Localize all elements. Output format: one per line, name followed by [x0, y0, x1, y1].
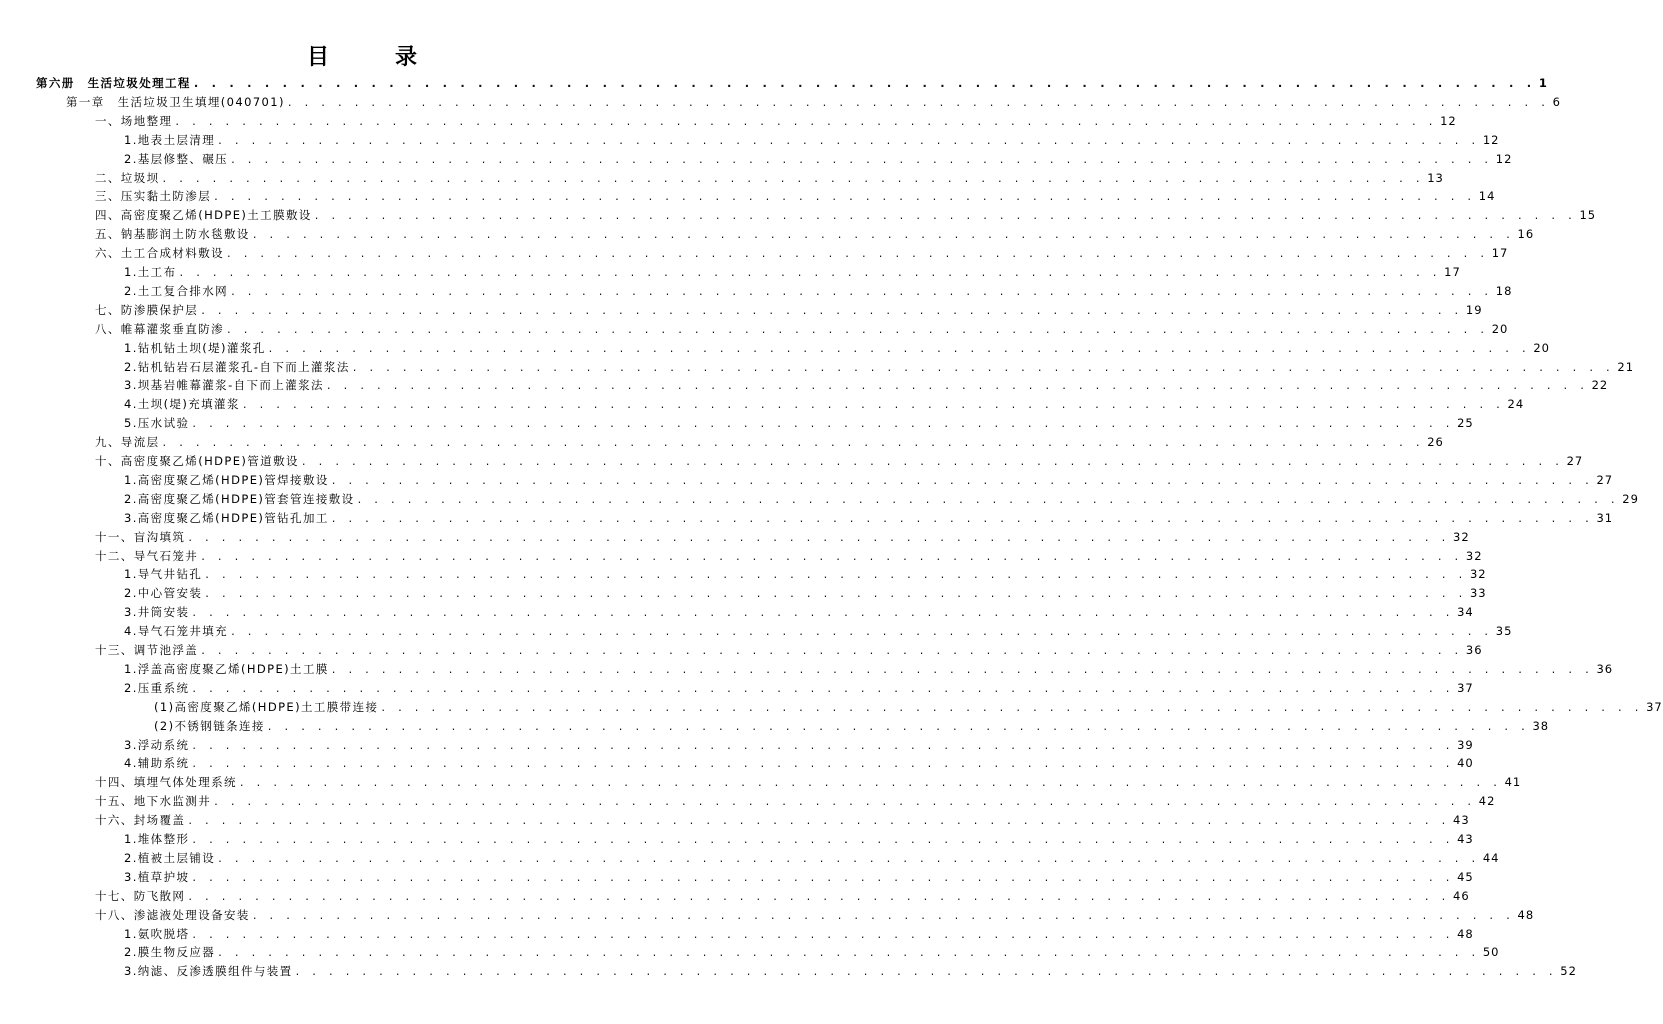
toc-page-number: 15	[1579, 208, 1597, 223]
toc-dot-leader: . . . . . . . . . . . . . . . . . . . . . . . . . . . . . . . . . . . . . . . . . . . . . . . . . . . . . . . . . . . . . . . . . . . . . . . . . . . .	[331, 472, 1594, 487]
toc-page-number: 16	[1517, 227, 1535, 242]
toc-entry-label: 1.氨吹脱塔	[124, 926, 190, 941]
toc-entry	[124, 509, 1614, 528]
toc-entry-label: 十一、盲沟填筑	[95, 529, 186, 544]
toc-entry	[124, 150, 1513, 169]
toc-page-number: 41	[1504, 775, 1522, 790]
toc-entry	[124, 622, 1513, 641]
toc-entry	[95, 206, 1597, 225]
toc-entry-label: 十五、地下水监测井	[95, 794, 212, 809]
toc-entry	[95, 528, 1470, 547]
toc-page-number: 35	[1495, 624, 1513, 639]
toc-page-number: 19	[1465, 302, 1483, 317]
toc-entry-label: 5.压水试验	[124, 416, 190, 431]
toc-entry-label: 1.高密度聚乙烯(HDPE)管焊接敷设	[124, 472, 329, 487]
toc-page-number: 22	[1591, 378, 1609, 393]
toc-entry	[124, 414, 1474, 433]
toc-page-number: 32	[1469, 567, 1487, 582]
toc-dot-leader: . . . . . . . . . . . . . . . . . . . . . . . . . . . . . . . . . . . . . . . . . . . . . . . . . . . . . . . . . . . . . . . . . . . . . . . . . . . .	[331, 661, 1594, 676]
toc-entry-label: 一、场地整理	[95, 113, 173, 128]
toc-entry	[154, 698, 1663, 717]
toc-dot-leader: . . . . . . . . . . . . . . . . . . . . . . . . . . . . . . . . . . . . . . . . . . . . . . . . . . . . . . . . . . . . . . . . . . . . . . . . . . . .	[188, 813, 1450, 828]
toc-entry-label: 2.膜生物反应器	[124, 945, 216, 960]
toc-entry-label: 3.纳滤、反渗透膜组件与装置	[124, 964, 293, 979]
toc-page-number: 43	[1457, 832, 1474, 846]
toc-entry-label: 八、帷幕灌浆垂直防渗	[95, 321, 224, 336]
toc-entry-label: 2.植被土层铺设	[124, 850, 216, 865]
toc-dot-leader: . . . . . . . . . . . . . . . . . . . . . . . . . . . . . . . . . . . . . . . . . . . . . . . . . . . . . . . . . . . . . . . . . . . . . . . . . . . .	[214, 189, 1476, 204]
toc-entry	[124, 376, 1609, 395]
toc-entry-label: 1.堆体整形	[124, 832, 190, 846]
toc-page-number: 12	[1440, 113, 1457, 128]
toc-dot-leader: . . . . . . . . . . . . . . . . . . . . . . . . . . . . . . . . . . . . . . . . . . . . . . . . . . . . . . . . . . . . . . . . . . . . . . . . . . . .	[188, 529, 1450, 544]
toc-entry	[95, 811, 1470, 830]
toc-entry-label: 2.压重系统	[124, 680, 190, 695]
toc-entry	[36, 74, 1548, 93]
toc-dot-leader: . . . . . . . . . . . . . . . . . . . . . . . . . . . . . . . . . . . . . . . . . . . . . . . . . . . . . . . . . . . . . . . . . . . . . . . . . . . .	[357, 491, 1620, 506]
toc-page-number: 44	[1482, 850, 1500, 865]
toc-page-number: 27	[1596, 472, 1614, 487]
toc-entry-label: 第一章 生活垃圾卫生填埋(040701)	[66, 94, 285, 109]
toc-entry	[124, 849, 1500, 868]
toc-entry	[124, 603, 1474, 622]
toc-dot-leader: . . . . . . . . . . . . . . . . . . . . . . . . . . . . . . . . . . . . . . . . . . . . . . . . . . . . . . . . . . . . . . . . . . . . . . . . . . . .	[162, 170, 1425, 185]
toc-page-number: 45	[1457, 869, 1474, 884]
toc-page-number: 40	[1457, 756, 1474, 771]
toc-entry-label: 2.中心管安装	[124, 586, 203, 601]
toc-entry-label: 3.坝基岩帷幕灌浆-自下而上灌浆法	[124, 378, 324, 393]
toc-entry	[95, 547, 1483, 566]
toc-dot-leader: . . . . . . . . . . . . . . . . . . . . . . . . . . . . . . . . . . . . . . . . . . . . . . . . . . . . . . . . . . . . . . . . . . . . . . . . . . . .	[192, 756, 1455, 771]
toc-entry	[124, 679, 1474, 698]
toc-entry	[124, 395, 1525, 414]
toc-page-number: 31	[1596, 510, 1614, 525]
toc-page-number: 21	[1617, 359, 1635, 374]
toc-dot-leader: . . . . . . . . . . . . . . . . . . . . . . . . . . . . . . . . . . . . . . . . . . . . . . . . . . . . . . . . . . . . . . . . . . . . . . . . . . . .	[201, 643, 1463, 657]
toc-dot-leader: . . . . . . . . . . . . . . . . . . . . . . . . . . . . . . . . . . . . . . . . . . . . . . . . . . . . . . . . . . . . . . . . . . . . . . . . . . . .	[193, 76, 1536, 90]
toc-entry	[154, 717, 1550, 736]
toc-dot-leader: . . . . . . . . . . . . . . . . . . . . . . . . . . . . . . . . . . . . . . . . . . . . . . . . . . . . . . . . . . . . . . . . . . . . . . . . . . . .	[192, 869, 1455, 884]
toc-page-number: 12	[1495, 151, 1513, 166]
toc-entry	[95, 641, 1483, 660]
toc-dot-leader: . . . . . . . . . . . . . . . . . . . . . . . . . . . . . . . . . . . . . . . . . . . . . . . . . . . . . . . . . . . . . . . . . . . . . . . . . . . .	[239, 775, 1502, 790]
toc-page-number: 36	[1596, 661, 1614, 676]
toc-page-number: 18	[1495, 283, 1513, 298]
toc-page-number: 46	[1453, 888, 1470, 903]
toc-entry	[124, 943, 1500, 962]
toc-entry-label: 1.浮盖高密度聚乙烯(HDPE)土工膜	[124, 661, 329, 676]
toc-entry	[95, 169, 1444, 188]
toc-dot-leader: . . . . . . . . . . . . . . . . . . . . . . . . . . . . . . . . . . . . . . . . . . . . . . . . . . . . . . . . . . . . . . . . . . . . . . . . . . . .	[287, 94, 1550, 109]
toc-entry	[124, 925, 1474, 944]
toc-dot-leader: . . . . . . . . . . . . . . . . . . . . . . . . . . . . . . . . . . . . . . . . . . . . . . . . . . . . . . . . . . . . . . . . . . . . . . . . . . . .	[301, 454, 1564, 468]
toc-dot-leader: . . . . . . . . . . . . . . . . . . . . . . . . . . . . . . . . . . . . . . . . . . . . . . . . . . . . . . . . . . . . . . . . . . . . . . . . . . . .	[192, 737, 1455, 752]
toc-entry-label: 2.基层修整、碾压	[124, 151, 229, 166]
toc-dot-leader: . . . . . . . . . . . . . . . . . . . . . . . . . . . . . . . . . . . . . . . . . . . . . . . . . . . . . . . . . . . . . . . . . . . . . . . . . . . .	[227, 321, 1489, 336]
toc-dot-leader: . . . . . . . . . . . . . . . . . . . . . . . . . . . . . . . . . . . . . . . . . . . . . . . . . . . . . . . . . . . . . . . . . . . . . . . . . . . .	[231, 624, 1493, 639]
toc-page-number: 12	[1482, 132, 1500, 147]
toc-page-number: 32	[1465, 548, 1483, 563]
toc-page-number: 48	[1517, 907, 1535, 922]
toc-dot-leader: . . . . . . . . . . . . . . . . . . . . . . . . . . . . . . . . . . . . . . . . . . . . . . . . . . . . . . . . . . . . . . . . . . . . . . . . . . . .	[192, 926, 1455, 941]
toc-dot-leader: . . . . . . . . . . . . . . . . . . . . . . . . . . . . . . . . . . . . . . . . . . . . . . . . . . . . . . . . . . . . . . . . . . . . . . . . . . . .	[352, 359, 1615, 374]
toc-entry	[124, 263, 1461, 282]
toc-entry-label: 五、钠基膨润土防水毯敷设	[95, 227, 250, 242]
toc-page-number: 25	[1457, 416, 1474, 431]
toc-entry	[95, 773, 1522, 792]
toc-dot-leader: . . . . . . . . . . . . . . . . . . . . . . . . . . . . . . . . . . . . . . . . . . . . . . . . . . . . . . . . . . . . . . . . . . . . . . . . . . . .	[242, 397, 1505, 412]
toc-entry-label: 4.辅助系统	[124, 756, 190, 771]
toc-dot-leader: . . . . . . . . . . . . . . . . . . . . . . . . . . . . . . . . . . . . . . . . . . . . . . . . . . . . . . . . . . . . . . . . . . . . . . . . . . . .	[326, 378, 1589, 393]
toc-entry	[95, 187, 1496, 206]
toc-page-number: 14	[1478, 189, 1496, 204]
toc-dot-leader: . . . . . . . . . . . . . . . . . . . . . . . . . . . . . . . . . . . . . . . . . . . . . . . . . . . . . . . . . . . . . . . . . . . . . . . . . . . .	[214, 794, 1476, 809]
toc-dot-leader: . . . . . . . . . . . . . . . . . . . . . . . . . . . . . . . . . . . . . . . . . . . . . . . . . . . . . . . . . . . . . . . . . . . . . . . . . . . .	[267, 718, 1530, 733]
toc-entry	[124, 868, 1474, 887]
toc-entry-label: 3.高密度聚乙烯(HDPE)管钻孔加工	[124, 510, 329, 525]
toc-dot-leader: . . . . . . . . . . . . . . . . . . . . . . . . . . . . . . . . . . . . . . . . . . . . . . . . . . . . . . . . . . . . . . . . . . . . . . . . . . . .	[252, 907, 1515, 922]
toc-entry-label: 三、压实黏土防渗层	[95, 189, 212, 204]
toc-dot-leader: . . . . . . . . . . . . . . . . . . . . . . . . . . . . . . . . . . . . . . . . . . . . . . . . . . . . . . . . . . . . . . . . . . . . . . . . . . . .	[231, 283, 1493, 298]
toc-page-number: 38	[1532, 718, 1550, 733]
toc-page-number: 1	[1538, 76, 1548, 90]
toc-entry-label: 二、垃圾坝	[95, 170, 160, 185]
toc-page-number: 24	[1507, 397, 1525, 412]
toc-page-number: 17	[1444, 265, 1461, 279]
toc-entry-label: 四、高密度聚乙烯(HDPE)土工膜敷设	[95, 208, 312, 223]
toc-entry-label: 2.钻机钻岩石层灌浆孔-自下而上灌浆法	[124, 359, 350, 374]
toc-entry	[66, 93, 1561, 112]
toc-page-number: 39	[1457, 737, 1474, 752]
toc-dot-leader: . . . . . . . . . . . . . . . . . . . . . . . . . . . . . . . . . . . . . . . . . . . . . . . . . . . . . . . . . . . . . . . . . . . . . . . . . . . .	[205, 567, 1467, 582]
toc-dot-leader: . . . . . . . . . . . . . . . . . . . . . . . . . . . . . . . . . . . . . . . . . . . . . . . . . . . . . . . . . . . . . . . . . . . . . . . . . . . .	[192, 416, 1455, 431]
toc-dot-leader: . . . . . . . . . . . . . . . . . . . . . . . . . . . . . . . . . . . . . . . . . . . . . . . . . . . . . . . . . . . . . . . . . . . . . . . . . . . .	[295, 964, 1558, 979]
toc-page-number: 32	[1453, 529, 1470, 544]
toc-dot-leader: . . . . . . . . . . . . . . . . . . . . . . . . . . . . . . . . . . . . . . . . . . . . . . . . . . . . . . . . . . . . . . . . . . . . . . . . . . . .	[188, 888, 1450, 903]
toc-entry-label: 1.导气井钻孔	[124, 567, 203, 582]
toc-entry	[95, 244, 1509, 263]
toc-entry	[95, 433, 1444, 452]
toc-entry-label: (2)不锈钢链条连接	[154, 718, 265, 733]
toc-entry	[124, 736, 1474, 755]
toc-entry-label: 3.植草护坡	[124, 869, 190, 884]
toc-dot-leader: . . . . . . . . . . . . . . . . . . . . . . . . . . . . . . . . . . . . . . . . . . . . . . . . . . . . . . . . . . . . . . . . . . . . . . . . . . . .	[268, 340, 1531, 355]
toc-entry-label: 4.土坝(堤)充填灌浆	[124, 397, 240, 412]
toc-page-number: 6	[1552, 94, 1561, 109]
toc-entry	[95, 320, 1509, 339]
toc-entry	[124, 131, 1500, 150]
toc-page-number: 42	[1478, 794, 1496, 809]
toc-entry	[124, 584, 1487, 603]
toc-dot-leader: . . . . . . . . . . . . . . . . . . . . . . . . . . . . . . . . . . . . . . . . . . . . . . . . . . . . . . . . . . . . . . . . . . . . . . . . . . . .	[218, 945, 1480, 960]
toc-dot-leader: . . . . . . . . . . . . . . . . . . . . . . . . . . . . . . . . . . . . . . . . . . . . . . . . . . . . . . . . . . . . . . . . . . . . . . . . . . . .	[381, 699, 1644, 714]
toc-entry-label: 七、防渗膜保护层	[95, 302, 199, 317]
toc-entry-label: 十六、封场覆盖	[95, 813, 186, 828]
toc-dot-leader: . . . . . . . . . . . . . . . . . . . . . . . . . . . . . . . . . . . . . . . . . . . . . . . . . . . . . . . . . . . . . . . . . . . . . . . . . . . .	[218, 850, 1480, 865]
toc-entry	[95, 225, 1535, 244]
toc-dot-leader: . . . . . . . . . . . . . . . . . . . . . . . . . . . . . . . . . . . . . . . . . . . . . . . . . . . . . . . . . . . . . . . . . . . . . . . . . . . .	[252, 227, 1515, 242]
toc-entry-label: 2.高密度聚乙烯(HDPE)管套管连接敷设	[124, 491, 355, 506]
toc-page-number: 37	[1457, 680, 1474, 695]
toc-entry-label: 十四、填埋气体处理系统	[95, 775, 237, 790]
toc-entry	[95, 792, 1496, 811]
toc-entry-label: 十七、防飞散网	[95, 888, 186, 903]
toc-page-number: 33	[1469, 586, 1487, 601]
toc-page-number: 52	[1560, 964, 1577, 979]
toc-entry	[124, 754, 1474, 773]
toc-entry	[124, 471, 1614, 490]
toc-entry	[95, 112, 1457, 131]
toc-entry-label: 第六册 生活垃圾处理工程	[36, 76, 191, 90]
toc-page-number: 20	[1533, 340, 1550, 355]
toc-page-number: 20	[1491, 321, 1509, 336]
toc-page-number: 26	[1427, 435, 1444, 450]
toc-entry	[95, 906, 1535, 925]
toc-entry-label: 十三、调节池浮盖	[95, 643, 199, 657]
toc-page-number: 43	[1453, 813, 1470, 828]
toc-entry-label: (1)高密度聚乙烯(HDPE)土工膜带连接	[154, 699, 379, 714]
toc-entry-label: 六、土工合成材料敷设	[95, 246, 224, 261]
toc-entry-label: 1.钻机钻土坝(堤)灌浆孔	[124, 340, 266, 355]
toc-entry-label: 1.地表土层清理	[124, 132, 216, 147]
toc-entry	[124, 282, 1513, 301]
toc-page-number: 17	[1491, 246, 1509, 261]
toc-dot-leader: . . . . . . . . . . . . . . . . . . . . . . . . . . . . . . . . . . . . . . . . . . . . . . . . . . . . . . . . . . . . . . . . . . . . . . . . . . . .	[192, 680, 1455, 695]
toc-dot-leader: . . . . . . . . . . . . . . . . . . . . . . . . . . . . . . . . . . . . . . . . . . . . . . . . . . . . . . . . . . . . . . . . . . . . . . . . . . . .	[192, 605, 1455, 620]
toc-entry	[95, 887, 1470, 906]
toc-dot-leader: . . . . . . . . . . . . . . . . . . . . . . . . . . . . . . . . . . . . . . . . . . . . . . . . . . . . . . . . . . . . . . . . . . . . . . . . . . . .	[218, 132, 1480, 147]
toc-entry-label: 3.浮动系统	[124, 737, 190, 752]
toc-page-number: 50	[1482, 945, 1500, 960]
toc-entry	[124, 660, 1614, 679]
toc-dot-leader: . . . . . . . . . . . . . . . . . . . . . . . . . . . . . . . . . . . . . . . . . . . . . . . . . . . . . . . . . . . . . . . . . . . . . . . . . . . .	[162, 435, 1425, 450]
toc-dot-leader: . . . . . . . . . . . . . . . . . . . . . . . . . . . . . . . . . . . . . . . . . . . . . . . . . . . . . . . . . . . . . . . . . . . . . . . . . . . .	[175, 113, 1438, 128]
toc-page-number: 48	[1457, 926, 1474, 941]
toc-entry	[124, 358, 1635, 377]
toc-page-number: 27	[1566, 454, 1584, 468]
toc-page-number: 29	[1622, 491, 1639, 506]
toc-dot-leader: . . . . . . . . . . . . . . . . . . . . . . . . . . . . . . . . . . . . . . . . . . . . . . . . . . . . . . . . . . . . . . . . . . . . . . . . . . . .	[192, 832, 1455, 846]
toc-entry-label: 十八、渗滤液处理设备安装	[95, 907, 250, 922]
toc-dot-leader: . . . . . . . . . . . . . . . . . . . . . . . . . . . . . . . . . . . . . . . . . . . . . . . . . . . . . . . . . . . . . . . . . . . . . . . . . . . .	[201, 548, 1463, 563]
toc-page-number: 36	[1465, 643, 1483, 657]
toc-page-number: 34	[1457, 605, 1474, 620]
toc-entry	[95, 301, 1483, 320]
toc-dot-leader: . . . . . . . . . . . . . . . . . . . . . . . . . . . . . . . . . . . . . . . . . . . . . . . . . . . . . . . . . . . . . . . . . . . . . . . . . . . .	[314, 208, 1577, 223]
toc-page-number: 13	[1427, 170, 1444, 185]
toc-entry-label: 十、高密度聚乙烯(HDPE)管道敷设	[95, 454, 299, 468]
toc-entry	[95, 452, 1584, 471]
toc-entry	[124, 490, 1639, 509]
toc-title: 目 录	[306, 44, 439, 70]
toc-entry	[124, 962, 1577, 981]
toc-entry-label: 九、导流层	[95, 435, 160, 450]
toc-entry-label: 十二、导气石笼井	[95, 548, 199, 563]
toc-entry-label: 3.井筒安装	[124, 605, 190, 620]
toc-entry	[124, 565, 1487, 584]
toc-entry-label: 1.土工布	[124, 265, 177, 279]
toc-entry	[124, 830, 1474, 849]
toc-dot-leader: . . . . . . . . . . . . . . . . . . . . . . . . . . . . . . . . . . . . . . . . . . . . . . . . . . . . . . . . . . . . . . . . . . . . . . . . . . . .	[179, 265, 1442, 279]
toc-entry	[124, 339, 1550, 358]
toc-dot-leader: . . . . . . . . . . . . . . . . . . . . . . . . . . . . . . . . . . . . . . . . . . . . . . . . . . . . . . . . . . . . . . . . . . . . . . . . . . . .	[331, 510, 1594, 525]
toc-dot-leader: . . . . . . . . . . . . . . . . . . . . . . . . . . . . . . . . . . . . . . . . . . . . . . . . . . . . . . . . . . . . . . . . . . . . . . . . . . . .	[231, 151, 1493, 166]
toc-entry-label: 4.导气石笼井填充	[124, 624, 229, 639]
toc-dot-leader: . . . . . . . . . . . . . . . . . . . . . . . . . . . . . . . . . . . . . . . . . . . . . . . . . . . . . . . . . . . . . . . . . . . . . . . . . . . .	[201, 302, 1463, 317]
toc-dot-leader: . . . . . . . . . . . . . . . . . . . . . . . . . . . . . . . . . . . . . . . . . . . . . . . . . . . . . . . . . . . . . . . . . . . . . . . . . . . .	[227, 246, 1489, 261]
toc-entry-label: 2.土工复合排水网	[124, 283, 229, 298]
toc-page-number: 37	[1646, 699, 1663, 714]
toc-dot-leader: . . . . . . . . . . . . . . . . . . . . . . . . . . . . . . . . . . . . . . . . . . . . . . . . . . . . . . . . . . . . . . . . . . . . . . . . . . . .	[205, 586, 1467, 601]
